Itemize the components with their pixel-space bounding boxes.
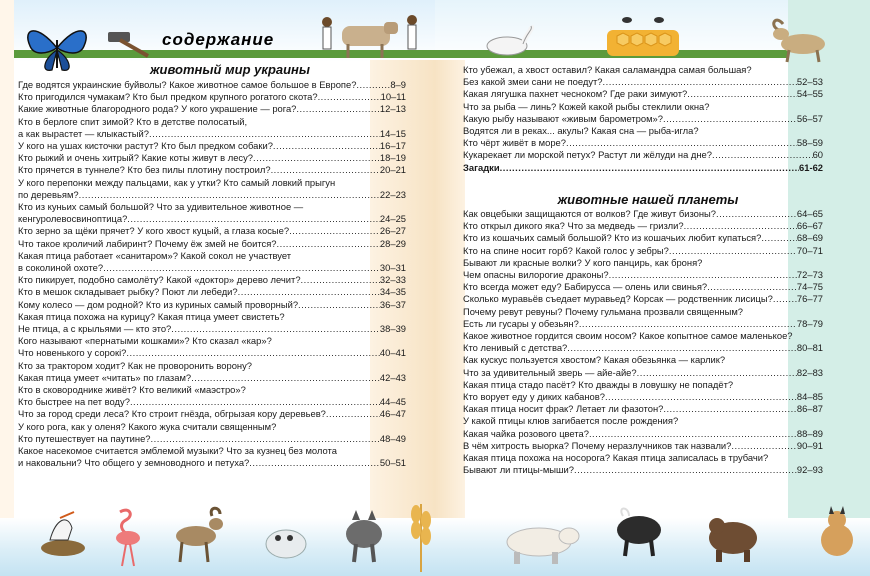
- page-number: 32–33: [379, 274, 406, 286]
- toc-entry: [463, 101, 823, 125]
- toc-entry-text: Что за город среди леса? Кто строит гнёзда, обгрызая кору деревьев?: [18, 408, 326, 420]
- toc-entry-text: Водятся ли в реках... акулы? Какая сна — рыба-игла?: [463, 125, 699, 137]
- toc-entry-text: Какая птица стадо пасёт? Кто дважды в ловушку не попадёт?: [463, 378, 734, 390]
- dot-leader: [298, 299, 380, 311]
- toc-entry: [463, 245, 823, 257]
- dot-leader: [273, 140, 380, 152]
- toc-entry-text: Кто всегда может еду? Бабирусса — олень или свинья?: [463, 281, 708, 293]
- toc-entry-text: а как вырастет — клыкастый?: [18, 127, 149, 139]
- toc-entry: [463, 403, 823, 415]
- toc-entry-text: Кто путешествует на паутине?: [18, 432, 151, 444]
- dot-leader: [296, 103, 380, 115]
- toc-entry: [463, 162, 823, 174]
- toc-entry-text: Какую рыбу называют «живым барометром»?: [463, 112, 663, 124]
- toc-entry-text: Какое животное гордится своим носом? Какое копытное самое маленькое?: [463, 330, 793, 342]
- toc-entry-text: Кто чёрт живёт в море?: [463, 137, 566, 149]
- hammer-icon: [104, 26, 152, 60]
- dot-leader: [731, 440, 797, 452]
- butterfly-icon: [22, 18, 92, 78]
- toc-entry-text: Кто за трактором ходит? Как не проворонить ворону?: [18, 359, 252, 371]
- dot-leader: [669, 245, 797, 257]
- dot-leader: [126, 347, 380, 359]
- toc-entry: [463, 440, 823, 452]
- dot-leader: [609, 269, 797, 281]
- wheat-icon: [396, 494, 435, 574]
- toc-entry-text: Сколько муравьёв съедает муравьед? Корсак — родственник лисицы?: [463, 293, 773, 305]
- toc-entry-text: Что за рыба — линь? Кожей какой рыбы стеклили окна?: [463, 100, 710, 112]
- toc-entry-text: Почему ревут ревуны? Почему гульмана прозвали священным?: [463, 305, 744, 317]
- dot-leader: [127, 213, 380, 225]
- page-number: 86–87: [796, 403, 823, 415]
- toc-entry-text: Загадки: [463, 161, 500, 173]
- toc-entry: [463, 232, 823, 244]
- toc-entry: [463, 149, 823, 161]
- page-number: 50–51: [379, 457, 406, 469]
- toc-entry: [463, 415, 823, 439]
- right-page: [435, 0, 870, 576]
- toc-list-planet: [463, 208, 823, 476]
- page-number: 80–81: [796, 342, 823, 354]
- toc-entry: [18, 445, 406, 469]
- dot-leader: [79, 189, 380, 201]
- toc-entry: [463, 257, 823, 281]
- toc-entry: [18, 408, 406, 420]
- ibex-icon: [168, 506, 232, 566]
- toc-entry: [18, 238, 406, 250]
- toc-entry-text: Кто пригодился чумакам? Кто был предком крупного рогатого скота?: [18, 91, 318, 103]
- toc-entry: [18, 116, 406, 140]
- toc-entry-text: Какая птица носит фрак? Летает ли фазотон?: [463, 403, 664, 415]
- dot-leader: [289, 225, 380, 237]
- dot-leader: [687, 88, 797, 100]
- dot-leader: [276, 238, 379, 250]
- dot-leader: [716, 208, 797, 220]
- page-number: 52–53: [796, 76, 823, 88]
- dot-leader: [253, 152, 380, 164]
- toc-entry-text: Кто из кошачьих самый большой? Кто из кошачьих любит купаться?: [463, 232, 762, 244]
- dot-leader: [589, 428, 797, 440]
- bear-icon: [703, 508, 763, 564]
- toc-entry: [463, 208, 823, 220]
- page-number: 34–35: [379, 286, 406, 298]
- dot-leader: [326, 408, 380, 420]
- toc-entry: [18, 164, 406, 176]
- toc-entry-text: Что такое кроличий лабиринт? Почему ёж змей не боится?: [18, 237, 277, 249]
- toc-entry-text: У кого рога, как у оленя? Какого жука считали священным?: [18, 420, 277, 432]
- toc-entry-text: Кого называют «пернатыми кошками»? Кто сказал «кар»?: [18, 335, 272, 347]
- page-number: 28–29: [379, 237, 406, 249]
- toc-entry-text: Какая птица похожа на носорога? Какая птица записалась в трубачи?: [463, 452, 769, 464]
- toc-entry-text: Кто быстрее на пет воду?: [18, 396, 130, 408]
- page-number: 14–15: [379, 127, 406, 139]
- toc-entry-text: Как кускус пользуется хвостом? Какая обезьянка — карлик?: [463, 354, 726, 366]
- page-number: 8–9: [390, 79, 406, 90]
- toc-entry-text: Чем опасны вилорогие драконы?: [463, 269, 609, 281]
- dot-leader: [130, 396, 380, 408]
- page-number: 54–55: [796, 88, 823, 100]
- toc-list-top: [463, 64, 823, 174]
- page-number: 58–59: [796, 137, 823, 149]
- page-number: 12–13: [379, 103, 406, 115]
- dot-leader: [603, 76, 797, 88]
- toc-entry-text: Не птица, а с крыльями — кто это?: [18, 323, 172, 335]
- dot-leader: [566, 137, 797, 149]
- toc-entry: [18, 384, 406, 408]
- toc-entry-text: Кто ленивый с детства?: [463, 342, 568, 354]
- toc-entry-text: Кто прячется в туннеле? Кто без пилы плотину построил?: [18, 164, 271, 176]
- toc-entry: [18, 335, 406, 359]
- section-title-ukraine: животный мир украины: [149, 62, 311, 77]
- page-number: 88–89: [796, 427, 823, 439]
- toc-entry-text: по деревьям?: [18, 188, 79, 200]
- toc-entry-text: Кто убежал, а хвост оставил? Какая саламандра самая большая?: [463, 64, 752, 75]
- page-number: 42–43: [379, 371, 406, 383]
- toc-entry: [18, 360, 406, 384]
- swan-icon: [483, 22, 535, 58]
- dot-leader: [761, 232, 797, 244]
- toc-entry-text: Что за удивительный зверь — айе-айе?: [463, 366, 637, 378]
- toc-entry-text: Кто в мешок складывает рыбку? Поют ли лебеди?: [18, 286, 238, 298]
- flamingo-icon: [100, 504, 144, 568]
- toc-entry: [18, 311, 406, 335]
- toc-entry-text: В чём хитрость выорка? Почему неразлучников так назвали?: [463, 439, 732, 451]
- toc-entry-text: Что новенького у сорокi?: [18, 347, 127, 359]
- dot-leader: [238, 286, 380, 298]
- toc-entry: [463, 125, 823, 149]
- dot-leader: [271, 164, 380, 176]
- dot-leader: [663, 403, 797, 415]
- dot-leader: [707, 281, 797, 293]
- toc-entry: [18, 177, 406, 201]
- dot-leader: [637, 367, 797, 379]
- toc-entry: [18, 286, 406, 298]
- page-title: содержание: [162, 30, 275, 49]
- page-number: 38–39: [379, 323, 406, 335]
- page-number: 84–85: [796, 391, 823, 403]
- toc-entry-text: Где водятся украинские буйволы? Какое животное самое большое в Европе?: [18, 79, 357, 90]
- page-number: 60: [812, 149, 823, 161]
- page-number: 56–57: [796, 112, 823, 124]
- toc-entry: [18, 152, 406, 164]
- page-number: 10–11: [380, 91, 406, 103]
- left-stripe: [0, 0, 14, 576]
- dot-leader: [773, 293, 797, 305]
- dot-leader: [103, 262, 380, 274]
- toc-entry: [463, 281, 823, 293]
- dot-leader: [684, 220, 797, 232]
- page-number: 18–19: [379, 152, 406, 164]
- dot-leader: [579, 318, 797, 330]
- toc-entry: [463, 306, 823, 330]
- toc-entry: [18, 274, 406, 286]
- toc-entry-text: Какое насекомое считается эмблемой музыки? Что за кузнец без молота: [18, 445, 337, 457]
- cow-icon: [312, 12, 422, 60]
- goat-icon: [765, 14, 835, 64]
- toc-entry-text: Кто пикирует, подобно самолёту? Какой «доктор» дерево лечит?: [18, 274, 301, 286]
- toc-entry-text: Какая птица умеет «читать» по глазам?: [18, 371, 192, 383]
- toc-entry-text: Кукарекает ли морской петух? Растут ли жёлуди на дне?: [463, 149, 712, 161]
- toc-entry: [463, 354, 823, 378]
- toc-entry-text: и наковальни? Что общего у земноводного и петуха?: [18, 457, 250, 469]
- toc-entry-text: Какие животные благородного рода? У кого украшение — рога?: [18, 103, 297, 115]
- dot-leader: [249, 457, 380, 469]
- page-number: 76–77: [796, 293, 823, 305]
- page-number: 90–91: [796, 439, 823, 451]
- toc-entry: [18, 225, 406, 237]
- toc-entry-text: Без какой змеи сани не поедут?: [463, 76, 603, 88]
- dot-leader: [500, 162, 799, 174]
- toc-entry: [463, 293, 823, 305]
- dot-leader: [149, 128, 380, 140]
- toc-entry: [18, 79, 406, 91]
- page-number: 48–49: [379, 432, 406, 444]
- page-number: 24–25: [379, 213, 406, 225]
- toc-entry: [18, 140, 406, 152]
- dot-leader: [171, 323, 380, 335]
- page-number: 74–75: [796, 281, 823, 293]
- dot-leader: [663, 113, 797, 125]
- toc-entry-text: в соколиной охоте?: [18, 262, 104, 274]
- toc-entry: [18, 421, 406, 445]
- toc-entry-text: Какая чайка розового цвета?: [463, 427, 589, 439]
- toc-entry-text: Как овцебыки защищаются от волков? Где живут бизоны?: [463, 208, 716, 219]
- dot-leader: [191, 372, 380, 384]
- toc-entry-text: кенгуролевосвиноптица?: [18, 213, 128, 225]
- dot-leader: [605, 391, 797, 403]
- toc-entry-text: Есть ли гусары у обезьян?: [463, 317, 579, 329]
- toc-entry-text: Кто в сковороднике живёт? Кто великий «маэстро»?: [18, 384, 246, 396]
- page-number: 72–73: [796, 269, 823, 281]
- page-number: 82–83: [796, 366, 823, 378]
- toc-entry-text: Кто открыл дикого яка? Что за медведь — гризли?: [463, 220, 684, 232]
- toc-entry: [18, 103, 406, 115]
- toc-entry: [18, 299, 406, 311]
- page-number: 20–21: [379, 164, 406, 176]
- toc-entry-text: Кто на спине носит горб? Какой голос у зебры?: [463, 244, 669, 256]
- page-number: 46–47: [379, 408, 406, 420]
- page-number: 92–93: [796, 464, 823, 476]
- page-number: 78–79: [796, 317, 823, 329]
- toc-entry-text: У кого перепонки между пальцами, как у утки? Кто самый ловкий прыгун: [18, 176, 336, 188]
- wheat-band: [435, 60, 465, 576]
- toc-entry-text: Кому колесо — дом родной? Кто из куриных самый проворный?: [18, 298, 299, 310]
- page-number: 66–67: [796, 220, 823, 232]
- toc-entry: [18, 250, 406, 274]
- toc-entry-text: Кто из куньих самый большой? Что за удивительное животное —: [18, 201, 304, 213]
- dot-leader: [712, 149, 813, 161]
- toc-entry-text: Кто ворует еду у диких кабанов?: [463, 391, 605, 403]
- honeycomb-icon: [603, 14, 683, 60]
- page-number: 22–23: [379, 188, 406, 200]
- page-number: 61-62: [799, 161, 823, 173]
- page-number: 70–71: [796, 244, 823, 256]
- page-number: 16–17: [379, 140, 406, 152]
- dot-leader: [574, 464, 797, 476]
- toc-entry: [18, 91, 406, 103]
- toc-entry-text: У какой птицы клюв загибается после рождения?: [463, 415, 679, 427]
- page-number: 44–45: [379, 396, 406, 408]
- dot-leader: [356, 79, 390, 91]
- toc-entry: [18, 201, 406, 225]
- toc-entry-text: Какая лягушка пахнет чесноком? Где раки зимуют?: [463, 88, 688, 100]
- page-number: 68–69: [796, 232, 823, 244]
- dot-leader: [318, 91, 381, 103]
- dot-leader: [151, 433, 380, 445]
- toc-entry: [463, 330, 823, 354]
- page-number: 40–41: [379, 347, 406, 359]
- toc-entry: [463, 64, 823, 88]
- wolf-icon: [334, 504, 394, 564]
- toc-entry: [463, 379, 823, 403]
- polar-bear-icon: [499, 516, 583, 566]
- page-number: 30–31: [379, 262, 406, 274]
- toc-entry-text: Кто зерно за щёки прячет? У кого хвост куцый, а глаза косые?: [18, 225, 290, 237]
- bull-icon: [609, 502, 669, 558]
- toc-entry: [463, 88, 823, 100]
- toc-entry-text: Бывают ли красные волки? У кого панцирь, как броня?: [463, 256, 703, 268]
- section-title-planet: животные нашей планеты: [557, 192, 739, 207]
- page-number: 64–65: [796, 208, 823, 219]
- page-number: 36–37: [379, 298, 406, 310]
- nest-icon: [38, 508, 88, 558]
- toc-entry-text: У кого на ушах кисточки растут? Кто был предком собаки?: [18, 140, 273, 152]
- toc-list-ukraine: [18, 79, 406, 470]
- toc-entry-text: Какая птица похожа на курицу? Какая птица умеет свистеть?: [18, 310, 285, 322]
- toc-entry: [463, 220, 823, 232]
- dot-leader: [301, 274, 380, 286]
- toc-entry-text: Кто рыжий и очень хитрый? Какие коты живут в лесу?: [18, 152, 254, 164]
- toc-entry: [463, 452, 823, 476]
- lynx-icon: [811, 506, 863, 562]
- dot-leader: [567, 342, 797, 354]
- page-number: 26–27: [379, 225, 406, 237]
- toc-entry-text: Кто в берлоге спит зимой? Кто в детстве полосатый,: [18, 115, 248, 127]
- owl-icon: [262, 520, 310, 562]
- toc-entry-text: Какая птица работает «санитаром»? Какой сокол не участвует: [18, 249, 292, 261]
- toc-entry-text: Бывают ли птицы-мыши?: [463, 464, 575, 476]
